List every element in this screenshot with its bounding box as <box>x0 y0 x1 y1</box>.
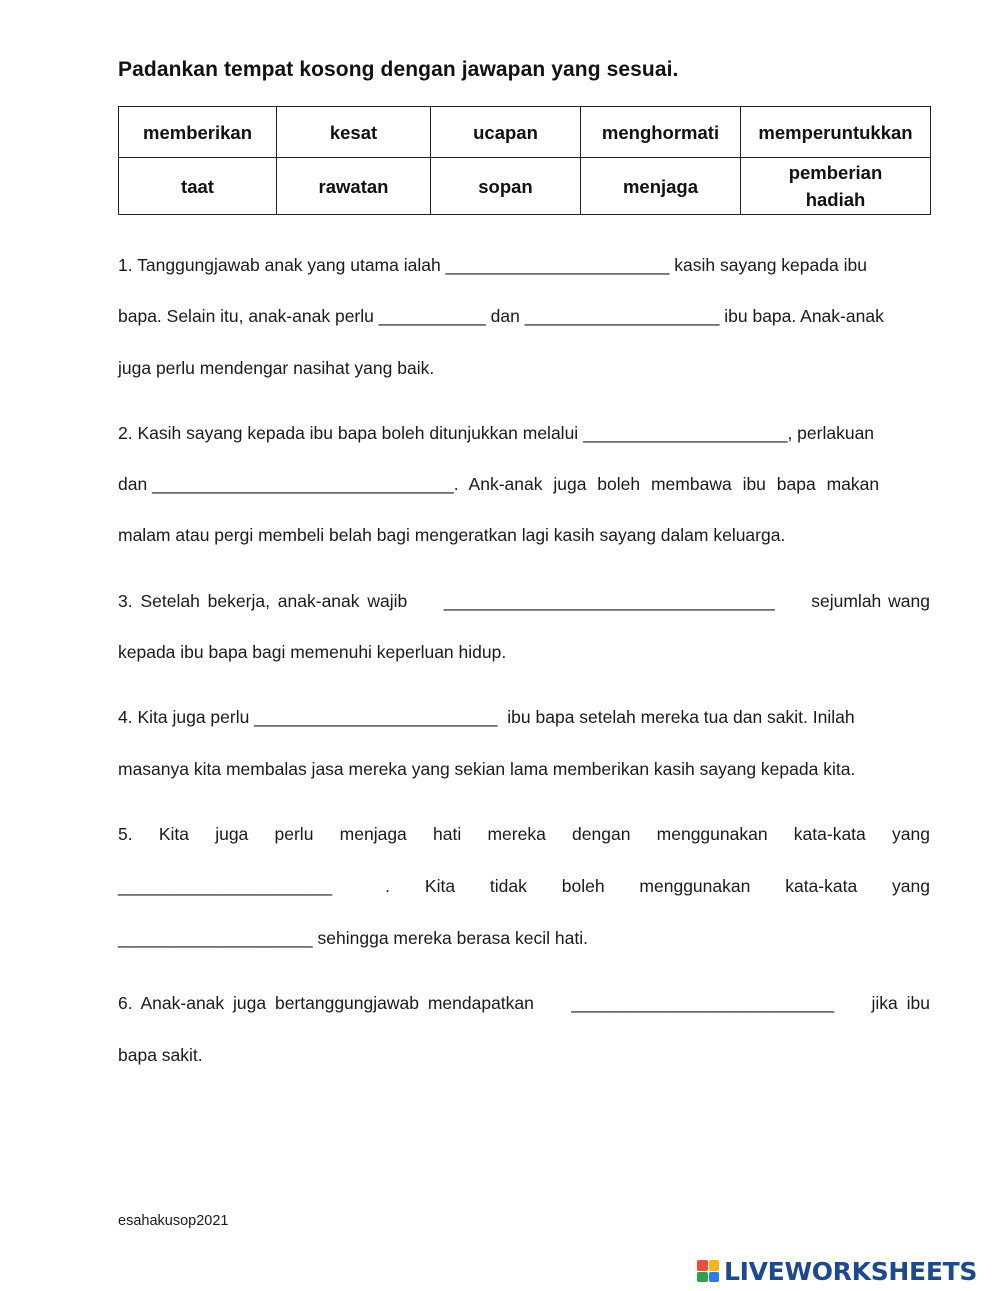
answer-blank-input[interactable]: ___________ <box>378 306 486 326</box>
question-text: . Ank-anak juga boleh membawa ibu bapa makan <box>453 474 880 494</box>
question-word: dengan <box>572 824 631 844</box>
question-word: kata-kata <box>793 824 866 844</box>
question-text: 3. Setelah bekerja, anak-anak wajib <box>118 591 408 611</box>
question-word: yang <box>892 824 930 844</box>
question-word: Kita <box>158 824 189 844</box>
question-text: sejumlah wang <box>811 591 930 611</box>
answer-blank-input[interactable]: _______________________ <box>445 255 670 275</box>
question-word: menjaga <box>339 824 407 844</box>
question-text-justified <box>118 825 930 843</box>
question-word: 5. <box>118 824 133 844</box>
question-text: . Kita tidak boleh menggunakan kata-kata yang <box>385 876 930 896</box>
question-text: ibu bapa. Anak-anak <box>719 306 884 326</box>
question-word: mereka <box>487 824 546 844</box>
worksheet-title: Padankan tempat kosong dengan jawapan yang sesuai. <box>118 58 679 81</box>
question-text: kasih sayang kepada ibu <box>669 255 867 275</box>
answer-blank-input[interactable]: ___________________________ <box>571 993 835 1013</box>
answer-blank-input[interactable]: _______________________________ <box>152 474 454 494</box>
question-word: hati <box>433 824 462 844</box>
question-text: malam atau pergi membeli belah bagi mengeratkan lagi kasih sayang dalam keluarga. <box>118 525 786 545</box>
question-word: perlu <box>274 824 314 844</box>
question-text: bapa. Selain itu, anak-anak perlu <box>118 306 379 326</box>
logo-text: LIVEWORKSHEETS <box>724 1256 978 1286</box>
answer-cell: kesat <box>277 107 431 158</box>
question-text: 2. Kasih sayang kepada ibu bapa boleh ditunjukkan melalui <box>118 423 584 443</box>
answer-row-1 <box>119 107 931 158</box>
answer-cell: pemberian hadiah <box>741 158 931 215</box>
liveworksheets-logo[interactable] <box>697 1257 977 1285</box>
question-text: masanya kita membalas jasa mereka yang sekian lama memberikan kasih sayang kepada kita. <box>118 759 856 779</box>
answer-blank-input[interactable]: ______________________ <box>118 876 333 896</box>
question-text: ibu bapa setelah mereka tua dan sakit. Inilah <box>507 707 855 727</box>
answer-cell: rawatan <box>277 158 431 215</box>
answer-row-2 <box>119 158 931 215</box>
question-text: dan <box>118 474 148 494</box>
answer-blank-input[interactable]: _____________________ <box>583 423 788 443</box>
footer-credit: esahakusop2021 <box>118 1213 229 1229</box>
question-text: dan <box>485 306 525 326</box>
answer-blank-input[interactable]: __________________________________ <box>443 591 775 611</box>
question-text: bapa sakit. <box>118 1045 203 1065</box>
question-text: sehingga mereka berasa kecil hati. <box>312 928 588 948</box>
question-text: 6. Anak-anak juga bertanggungjawab mendapatkan <box>118 993 534 1013</box>
answer-cell: memperuntukkan <box>741 107 931 158</box>
question-text: jika ibu <box>871 993 930 1013</box>
answer-blank-input[interactable]: ____________________ <box>118 928 313 948</box>
answer-bank-table <box>118 106 931 215</box>
question-text: , perlakuan <box>787 423 875 443</box>
question-text: 4. Kita juga perlu <box>118 707 250 727</box>
answer-cell: menghormati <box>581 107 741 158</box>
question-word: menggunakan <box>656 824 768 844</box>
question-text: juga perlu mendengar nasihat yang baik. <box>118 358 435 378</box>
answer-blank-input[interactable]: _________________________ <box>254 707 498 727</box>
question-text: kepada ibu bapa bagi memenuhi keperluan hidup. <box>118 642 507 662</box>
answer-cell: memberikan <box>119 107 277 158</box>
question-word: juga <box>215 824 249 844</box>
question-text: 1. Tanggungjawab anak yang utama ialah <box>118 255 446 275</box>
answer-cell: menjaga <box>581 158 741 215</box>
logo-mark-icon <box>697 1260 719 1282</box>
answer-blank-input[interactable]: ____________________ <box>524 306 720 326</box>
answer-cell: taat <box>119 158 277 215</box>
answer-cell: sopan <box>431 158 581 215</box>
answer-cell: ucapan <box>431 107 581 158</box>
